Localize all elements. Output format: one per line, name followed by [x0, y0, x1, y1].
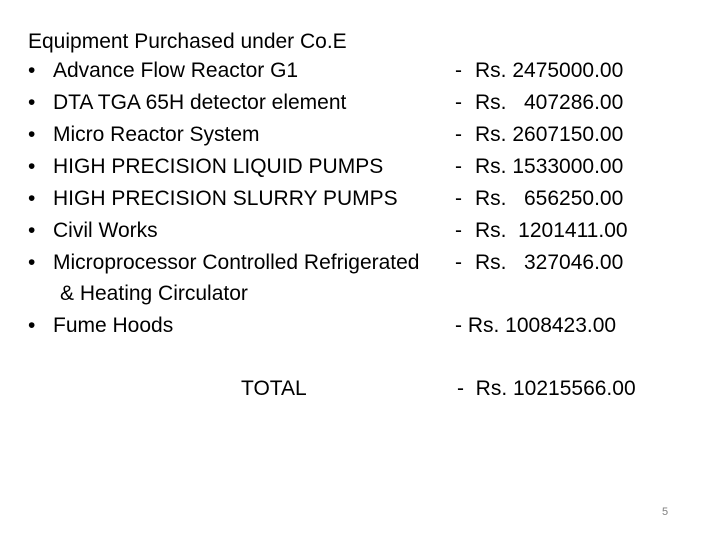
bullet-icon: • — [28, 123, 36, 146]
bullet-icon: • — [28, 91, 36, 114]
bullet-icon: • — [28, 155, 36, 178]
slide-heading: Equipment Purchased under Co.E — [28, 30, 347, 53]
bullet-icon: • — [28, 251, 36, 274]
item-amount: Rs. 407286.00 — [475, 91, 624, 114]
list-item — [28, 88, 678, 118]
bullet-icon: • — [28, 219, 36, 242]
list-item — [28, 248, 678, 278]
item-label: HIGH PRECISION LIQUID PUMPS — [53, 155, 384, 178]
bullet-icon: • — [28, 314, 36, 337]
item-amount: Rs. 656250.00 — [475, 187, 624, 210]
item-label: Fume Hoods — [53, 314, 174, 337]
item-label: Microprocessor Controlled Refrigerated — [53, 251, 420, 274]
item-dash: - — [455, 187, 462, 210]
item-label: HIGH PRECISION SLURRY PUMPS — [53, 187, 398, 210]
list-item — [28, 184, 678, 214]
item-dash: - — [455, 59, 462, 82]
list-item — [28, 216, 678, 246]
item-dash: - — [455, 251, 462, 274]
bullet-icon: • — [28, 187, 36, 210]
item-amount: Rs. 2607150.00 — [475, 123, 624, 146]
item-dash: - — [455, 155, 462, 178]
list-item — [28, 56, 678, 86]
item-amount: Rs. 1201411.00 — [475, 219, 628, 242]
page-number: 5 — [662, 506, 669, 518]
item-amount: Rs. 327046.00 — [475, 251, 624, 274]
item-dash: - — [455, 219, 462, 242]
list-item — [28, 152, 678, 182]
item-label: DTA TGA 65H detector element — [53, 91, 347, 114]
item-amount: Rs. 1533000.00 — [475, 155, 624, 178]
item-amount: Rs. 2475000.00 — [475, 59, 624, 82]
item-dash: - — [455, 91, 462, 114]
item-label-continuation: & Heating Circulator — [60, 282, 248, 305]
item-label: Micro Reactor System — [53, 123, 260, 146]
bullet-icon: • — [28, 59, 36, 82]
item-label: Civil Works — [53, 219, 158, 242]
list-item — [28, 120, 678, 150]
item-label: Advance Flow Reactor G1 — [53, 59, 299, 82]
item-dash: - — [455, 123, 462, 146]
total-amount: - Rs. 10215566.00 — [457, 377, 636, 400]
item-amount: - Rs. 1008423.00 — [455, 314, 617, 337]
total-label: TOTAL — [241, 377, 307, 400]
